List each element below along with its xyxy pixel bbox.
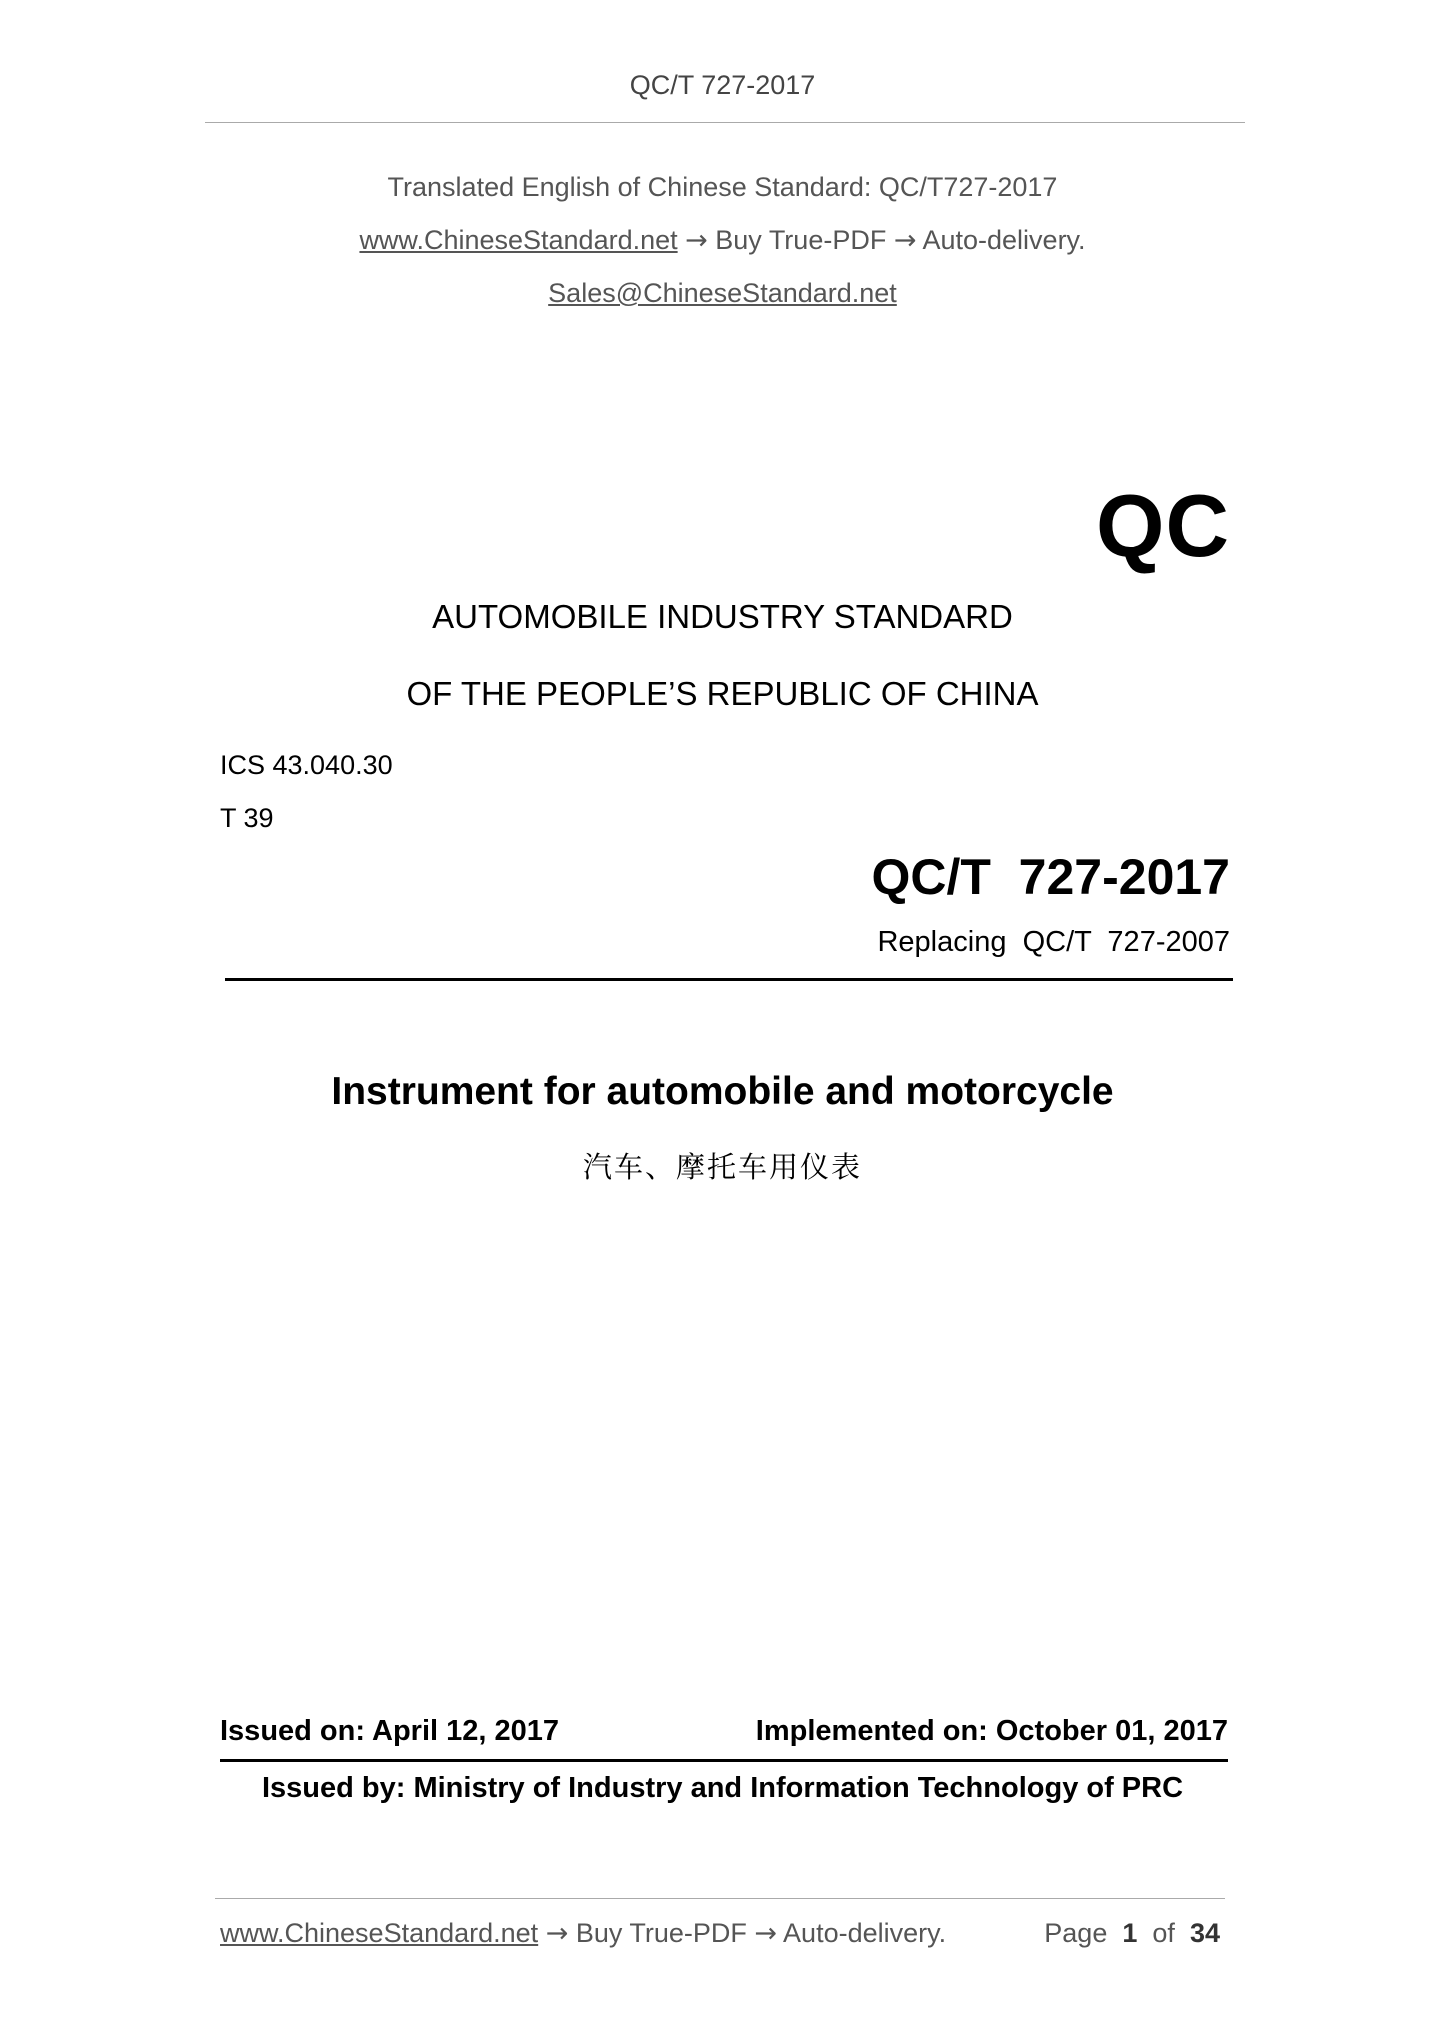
arrow-right-icon: → [893,225,917,256]
buy-text: Buy True-PDF [715,225,887,255]
page-current: 1 [1122,1918,1138,1948]
site-link[interactable]: www.ChineseStandard.net [359,225,678,255]
footer-buy-line [220,1918,946,1949]
page-indicator [1044,1918,1220,1949]
buy-line [0,225,1445,256]
title-divider [225,978,1233,981]
qc-mark: QC [1096,476,1230,575]
issued-by: Issued by: Ministry of Industry and Information Technology of PRC [261,1772,1184,1804]
translated-notice: Translated English of Chinese Standard: QC/T727-2017 [387,172,1058,202]
page-of: of [1152,1918,1175,1948]
authority-line-1: AUTOMOBILE INDUSTRY STANDARD [432,598,1013,635]
title-chinese: 汽车、摩托车用仪表 [582,1150,862,1184]
footer-divider [215,1898,1225,1899]
replacing-standard: Replacing QC/T 727-2007 [877,926,1230,958]
footer-buy-text: Buy True-PDF [575,1918,747,1948]
footer-auto-delivery-text: Auto-delivery. [783,1918,947,1948]
arrow-right-icon: → [754,1918,778,1949]
header-divider [205,122,1245,123]
page-total: 34 [1189,1918,1220,1948]
ccs-code: T 39 [220,803,274,833]
arrow-right-icon: → [545,1918,569,1949]
standard-number: QC/T 727-2017 [871,849,1230,905]
ics-code: ICS 43.040.30 [220,750,393,780]
authority-line-2: OF THE PEOPLE’S REPUBLIC OF CHINA [406,675,1039,712]
issue-divider [220,1759,1228,1762]
issued-on: Issued on: April 12, 2017 [220,1715,559,1747]
footer-site-link[interactable]: www.ChineseStandard.net [220,1918,539,1948]
running-header: QC/T 727-2017 [629,70,816,100]
title-english: Instrument for automobile and motorcycle [331,1070,1114,1113]
auto-delivery-text: Auto-delivery. [922,225,1086,255]
sales-line [0,278,1445,309]
implemented-on: Implemented on: October 01, 2017 [755,1715,1228,1747]
page-label: Page [1044,1918,1108,1948]
arrow-right-icon: → [685,225,708,256]
sales-email-link[interactable]: Sales@ChineseStandard.net [548,278,897,308]
